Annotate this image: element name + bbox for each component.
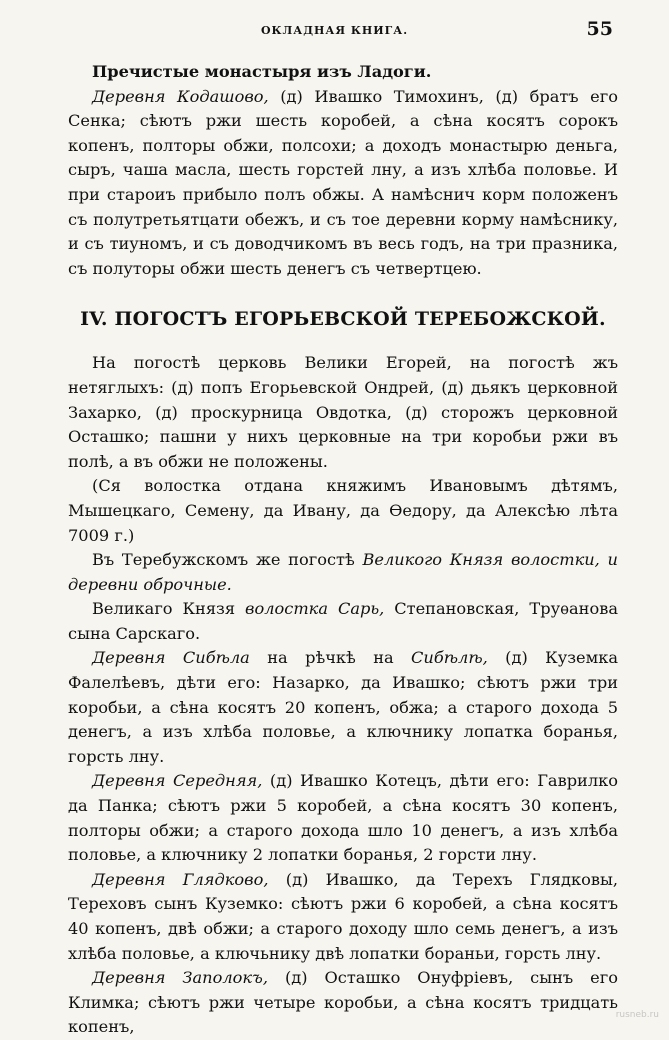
paragraph-terebuzhsky-text: Въ Теребужскомъ же погостѣ — [92, 550, 363, 570]
section-title: IV. ПОГОСТЪ ЕГОРЬЕВСКОЙ ТЕРЕБОЖСКОЙ. — [80, 308, 606, 331]
watermark: rusneb.ru — [615, 1010, 659, 1020]
paragraph-volostka-note-text: (Ся волостка отдана княжимъ Ивановымъ дѣтямъ, Мышецкаго, Семену, да Ивану, да Ѳедору, да Алексѣю лѣта 7009 г.) — [68, 476, 618, 545]
paragraph-sibela — [68, 646, 618, 769]
river-name-sibela: Сибѣлѣ, — [411, 648, 488, 668]
paragraph-pogost-church-text: На погостѣ церковь Велики Егорей, на погостѣ жъ нетяглыхъ: (д) попъ Егорьевской Ондрей, (д) дьякъ церковной Захарко, (д) проскурница Овдотка, (д) сторожъ церковной Осташко; пашни у нихъ церковные на три коробьи ржи въ полѣ, а въ обжи не положены. — [68, 353, 618, 471]
paragraph-sibela-text-2: (д) Куземка Фалелѣевъ, дѣти его: Назарко, да Ивашко; сѣютъ ржи три коробьи, а сѣна косятъ 20 копенъ, обжа; а старого дохода 5 денегъ, а изъ хлѣба половье, а ключнику лопатка боранья, горсть лну. — [68, 648, 618, 766]
paragraph-sar — [68, 597, 618, 646]
monastery-heading — [68, 60, 618, 85]
paragraph-glyadkovo-text: (д) Ивашко, да Терехъ Глядковы, Тереховъ сынъ Куземко: сѣютъ ржи 6 коробей, а сѣна косятъ 40 копенъ, двѣ обжи; а старого доходу шло семь денегъ, а изъ хлѣба половье, а ключьнику двѣ лопатки бораньи, горсть лну. — [68, 869, 618, 963]
village-name-zapolok: Деревня Заполокъ, — [92, 968, 268, 988]
paragraph-volostka-note — [68, 474, 618, 548]
village-name-sibela: Деревня Сибѣла — [92, 648, 250, 668]
paragraph-kodashovo-text: (д) Ивашко Тимохинъ, (д) братъ его Сенка; сѣютъ ржи шесть коробей, а сѣна косятъ сорокъ копенъ, полторы обжи, полсохи; а доходъ монастырю деньга, сыръ, чаша масла, шесть горстей лну, а изъ хлѣба половье. И при староиъ прибыло полъ обжы. А намѣснич корм положенъ съ полутретьятцати обежъ, и съ тое деревни корму намѣснику, и съ тиуномъ, и съ доводчикомъ въ весь годъ, на три празника, съ полуторы обжи шесть денегъ съ четвертцею. — [68, 86, 618, 278]
paragraph-terebuzhsky — [68, 548, 618, 597]
monastery-heading-text: Пречистые монастыря изъ Ладоги. — [92, 62, 432, 81]
paragraph-sibela-text-1: на рѣчкѣ на — [249, 648, 412, 668]
page-body — [68, 60, 618, 1040]
village-name-serednyaya: Деревня Середняя, — [92, 771, 263, 791]
running-title: ОКЛАДНАЯ КНИГА. — [260, 24, 409, 37]
paragraph-serednyaya — [68, 769, 618, 867]
paragraph-kodashovo — [68, 85, 618, 282]
paragraph-zapolok — [68, 966, 618, 1040]
paragraph-sar-italic: волостка Сарь, — [245, 599, 385, 619]
page-header — [0, 18, 669, 42]
paragraph-serednyaya-text: (д) Ивашко Котецъ, дѣти его: Гаврилко да Панка; сѣютъ ржи 5 коробей, а сѣна косятъ 30 копенъ, полторы обжи; а старого дохода шло 10 денегъ, а изъ хлѣба половье, а ключнику 2 лопатки боранья, 2 горсти лну. — [68, 771, 618, 865]
page-number: 55 — [586, 18, 613, 40]
paragraph-glyadkovo — [68, 868, 618, 966]
village-name-kodashovo: Деревня Кодашово, — [92, 86, 269, 106]
paragraph-sar-text-1: Великаго Князя — [92, 599, 246, 619]
paragraph-terebuzhsky-italic: Великого Князя волостки, и деревни оброчные. — [68, 550, 618, 594]
village-name-glyadkovo: Деревня Глядково, — [92, 869, 269, 889]
paragraph-zapolok-text: (д) Осташко Онуфріевъ, сынъ его Климка; сѣютъ ржи четыре коробьи, а сѣна косятъ тридцать копенъ, — [68, 968, 618, 1037]
paragraph-sar-text-2: Степановская, Труѳанова сына Сарскаго. — [68, 599, 618, 643]
paragraph-pogost-church — [68, 351, 618, 474]
